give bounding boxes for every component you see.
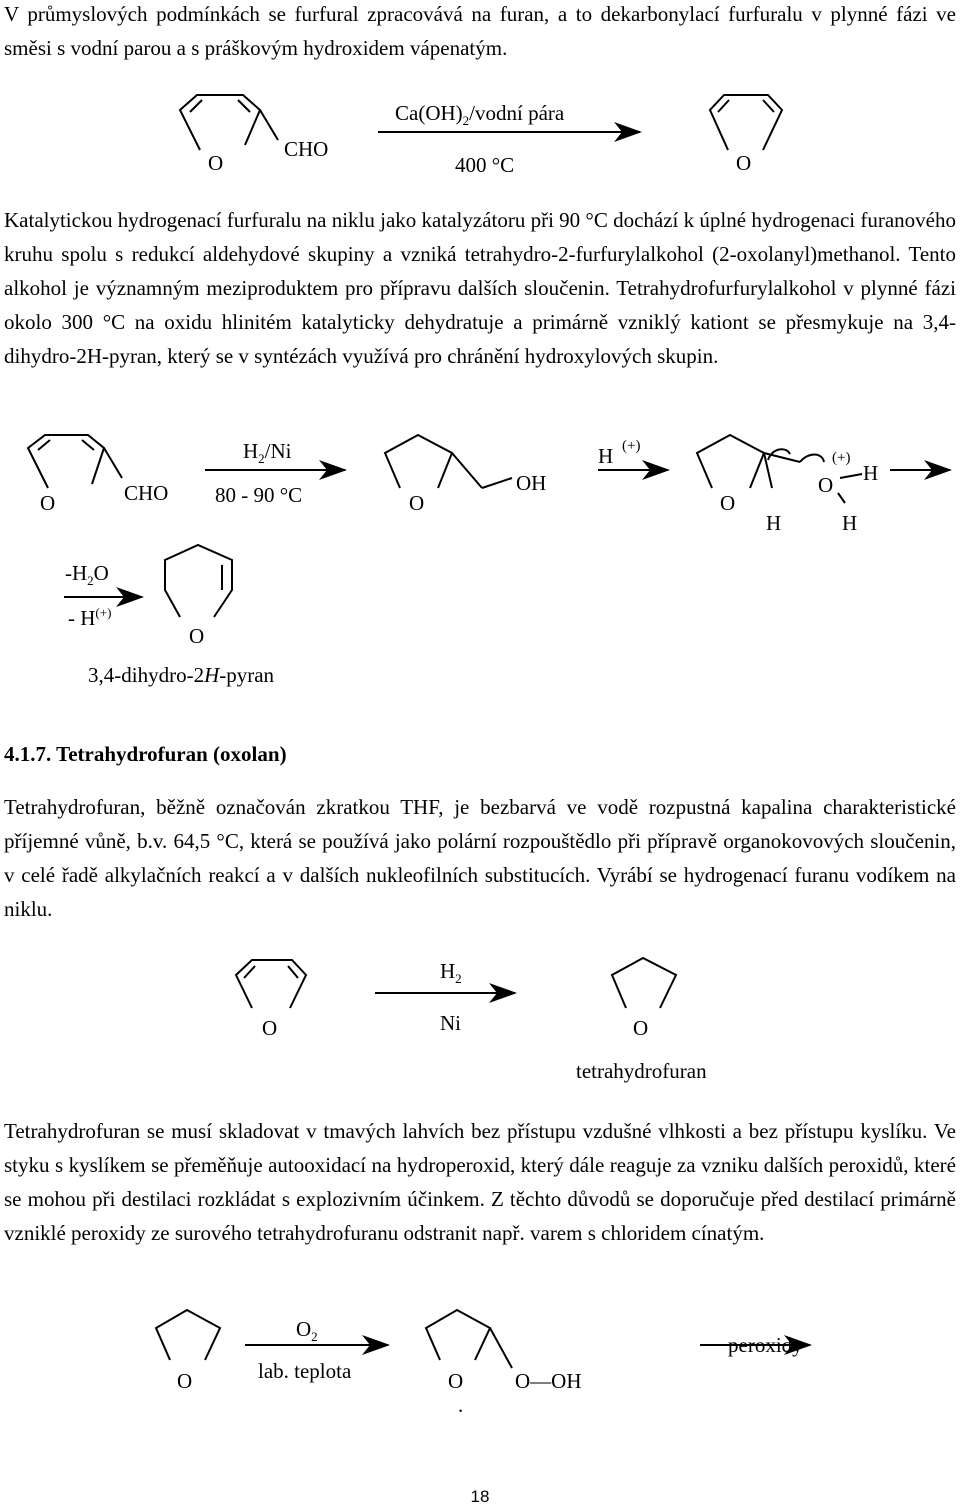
charge-label: (+) — [622, 438, 641, 454]
condition-label: 80 - 90 °C — [215, 483, 303, 507]
charge-label: (+) — [832, 450, 851, 466]
paragraph-hydrogenation: Katalytickou hydrogenací furfuralu na niklu jako katalyzátoru při 90 °C dochází k úplné hydrogenaci furanového kruhu spolu s redukcí aldehydové skupiny a vzniká tetrahydro-2-furfurylalkohol (2-oxolanyl)methanol. Tento alkohol je významným meziproduktem pro přípravu dalších sloučenin. Tetrahydrofurfurylalkohol v plynné fázi okolo 300 °C na oxidu hlinitém katalyticky dehydratuje a primárně vzniklý kationt se přesmykuje na 3,4-dihydro-2H-pyran, který se v syntézách využívá pro chránění hydroxylových skupin. — [4, 208, 956, 368]
atom-o: O — [208, 151, 224, 175]
tetrahydrofuran-structure — [156, 1310, 220, 1360]
reagent-label: $Ca(OH)_2$/vodní pára — [395, 101, 565, 128]
condition-label: 400 °C — [455, 153, 515, 177]
oh-group: OH — [516, 471, 547, 495]
hydroperoxide-structure — [426, 1310, 512, 1368]
scheme-autooxidation — [156, 1310, 810, 1368]
tetrahydrofurfuryl-alcohol-structure — [385, 435, 512, 488]
atom-o: O — [818, 473, 834, 497]
atom-o: O — [409, 491, 425, 515]
furfural-structure — [180, 95, 278, 150]
cho-group: CHO — [284, 137, 329, 161]
dihydropyran-label: 3,4-dihydro-2H-pyran — [88, 663, 275, 687]
h-atom: H — [766, 511, 782, 535]
atom-o: O — [720, 491, 736, 515]
peroxides-label: peroxidy — [728, 1333, 803, 1357]
atom-o: O — [40, 491, 56, 515]
minus-water-label: $-H_2O$ — [65, 561, 109, 588]
proton-label: H — [598, 444, 614, 468]
scheme-hydrogenation — [28, 435, 950, 617]
atom-o: O — [189, 624, 205, 648]
page-number: 18 — [470, 1487, 490, 1506]
paragraph-storage: Tetrahydrofuran se musí skladovat v tmavých lahvích bez přístupu vzdušné vlhkosti a bez přístupu kyslíku. Ve styku s kyslíkem se přeměňuje autooxidací na hydroperoxid, který dále reaguje za vzniku dalších peroxidů, které se mohou při destilaci rozkládat s explozivním účinkem. Z těchto důvodů se doporučuje před destilací primárně vzniklé peroxidy ze surového tetrahydrofuranu odstranit např. varem s chloridem cínatým. — [4, 1119, 956, 1245]
dot-mark: . — [458, 1393, 464, 1417]
furfural-structure — [28, 435, 122, 488]
ooh-group: O—OH — [515, 1369, 582, 1393]
dihydropyran-structure — [165, 545, 232, 617]
atom-o: O — [448, 1369, 464, 1393]
atom-o: O — [177, 1369, 193, 1393]
section-heading: 4.1.7. Tetrahydrofuran (oxolan) — [4, 742, 287, 766]
minus-proton-label: - H(+) — [68, 605, 112, 630]
furan-structure — [236, 960, 306, 1008]
catalyst-label: Ni — [440, 1011, 461, 1035]
reagent-label: $H_2/Ni$ — [243, 439, 292, 466]
cho-group: CHO — [124, 481, 169, 505]
atom-o: O — [736, 151, 752, 175]
paragraph-intro: V průmyslových podmínkách se furfural zpracovává na furan, a to dekarbonylací furfuralu v plynné fázi ve směsi s vodní parou a s práškovým hydroxidem vápenatým. — [4, 2, 956, 60]
tetrahydrofuran-structure — [612, 958, 676, 1008]
atom-o: O — [633, 1016, 649, 1040]
reagent-label: $H_2$ — [440, 959, 462, 986]
thf-label: tetrahydrofuran — [576, 1059, 707, 1083]
furan-structure — [710, 95, 782, 150]
atom-o: O — [262, 1016, 278, 1040]
reagent-label: $O_2$ — [296, 1317, 318, 1344]
h-atom: H — [842, 511, 858, 535]
condition-label: lab. teplota — [258, 1359, 352, 1383]
h-atom: H — [863, 461, 879, 485]
paragraph-thf: Tetrahydrofuran, běžně označován zkratkou THF, je bezbarvá ve vodě rozpustná kapalina charakteristické příjemné vůně, b.v. 64,5 °C, která se používá jako polární rozpouštědlo při přípravě organokovových sloučenin, v celé řadě alkylačních reakcí a v dalších nukleofilních substitucích. Vyrábí se hydrogenací furanu vodíkem na niklu. — [4, 795, 956, 921]
